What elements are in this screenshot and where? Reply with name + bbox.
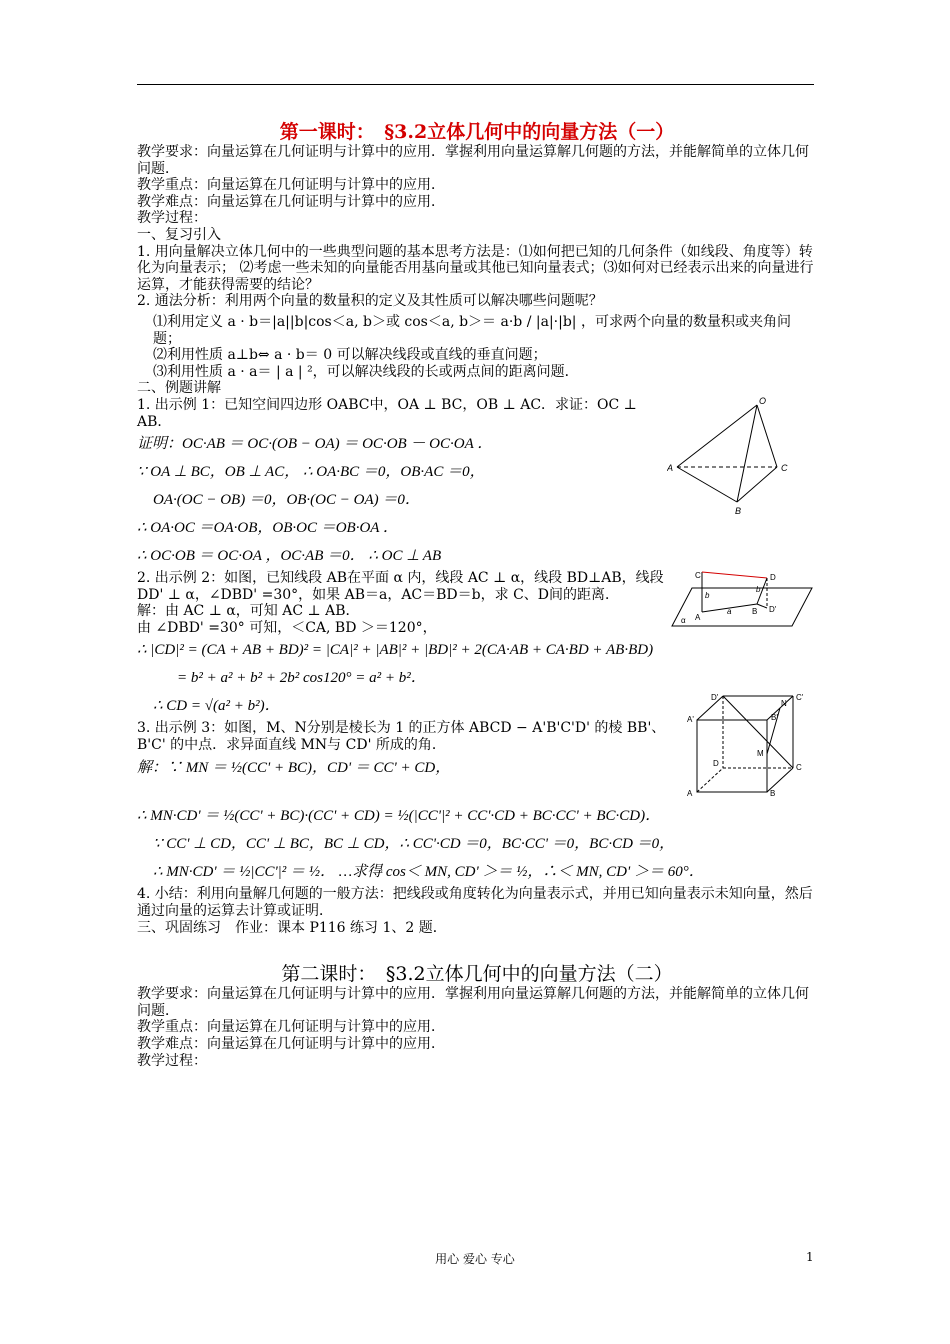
example-3-solution-1: 解：∵ MN ＝ ½(CC' + BC)，CD' ＝ CC' + CD， (137, 759, 451, 776)
example-2-statement: 2. 出示例 2：如图，已知线段 AB在平面 α 内，线段 AC ⊥ α，线段 BD⊥AB，线段 DD' ⊥ α，∠DBD' =30°，如果 AB＝a，AC＝BD＝b，求 C、D间的距离． (137, 570, 664, 603)
review-item-2: 2. 通法分析：利用两个向量的数量积的定义及其性质可以解决哪些问题呢？ (137, 293, 603, 310)
example-2-solution-3: ∴ |CD|² = (CA + AB + BD)² = |CA|² + |AB|² + |BD|² + 2(CA·AB + CA·BD + AB·BD) (137, 642, 654, 659)
example-3-solution-3: ∵ CC' ⊥ CD，CC' ⊥ BC，BC ⊥ CD，∴ CC'·CD ＝0，BC·CC' ＝0，BC·CD ＝0， (153, 836, 675, 853)
page-number: 1 (806, 1250, 814, 1264)
label-b2-1: b (705, 591, 710, 601)
summary-item-4: 4. 小结：利用向量解几何题的一般方法：把线段或角度转化为向量表示式，并用已知向量表示未知向量，然后通过向量的运算去计算或证明． (137, 886, 813, 920)
example-1-proof-line-4: ∴ OA·OC ＝OA·OB，OB·OC ＝OB·OA ． (137, 520, 398, 537)
label-b2-2: b (756, 585, 761, 595)
label-B3: B (770, 789, 776, 799)
label-Bp3: B' (771, 713, 778, 723)
label-M3: M (757, 749, 764, 759)
plane-figure (667, 570, 817, 630)
example-1-proof-line-1: 证明：OC·AB ＝ OC·(OB − OA) ＝ OC·OB － OC·OA ． (137, 436, 493, 453)
lesson2-title: 第二课时： §3.2立体几何中的向量方法（二） (281, 963, 673, 986)
example-3-solution-4: ∴ MN·CD' ＝ ½|CC'|² ＝ ½． …求得 cos＜ MN, CD' ＞＝ ½，∴＜ MN, CD' ＞＝ 60°． (153, 864, 704, 881)
example-2-block (137, 570, 817, 636)
label-C3: C (796, 763, 802, 773)
label-A: A (667, 462, 674, 473)
review-item-1: 1. 用向量解决立体几何中的一些典型问题的基本思考方法是：⑴如何把已知的几何条件（如线段、角度等）转化为向量表示； ⑵考虑一些未知的向量能否用基向量或其他已知向量表式；⑶如何对已经表示出来的向量进行运算，才能获得需要的结论？ (137, 243, 814, 293)
label-Dp2: D' (769, 605, 777, 615)
label-B: B (735, 505, 742, 516)
example-3-block (137, 692, 817, 802)
property-3: ⑶利用性质 a · a＝ | a | ²，可以解决线段的长或两点间的距离问题． (153, 363, 579, 380)
lesson2-key-points: 教学重点：向量运算在几何证明与计算中的应用． (137, 1019, 445, 1036)
label-Ap3: A' (687, 715, 694, 725)
label-B2: B (752, 607, 758, 617)
tetrahedron-figure (667, 397, 817, 527)
property-2: ⑵利用性质 a⊥b⇔ a · b＝ 0 可以解决线段或直线的垂直问题； (153, 347, 547, 364)
label-C: C (781, 462, 788, 473)
lesson2-difficulties: 教学难点：向量运算在几何证明与计算中的应用． (137, 1036, 445, 1053)
label-N3: N (781, 699, 787, 709)
lesson1-requirements: 教学要求：向量运算在几何证明与计算中的应用．掌握利用向量运算解几何题的方法，并能解简单的立体几何问题． (137, 144, 809, 177)
page-footer: 用心 爱心 专心 (435, 1252, 515, 1266)
example-1-proof-line-5: ∴ OC·OB ＝ OC·OA ，OC·AB ＝0． ∴ OC ⊥ AB (137, 548, 442, 565)
lesson2-requirements: 教学要求：向量运算在几何证明与计算中的应用．掌握利用向量运算解几何题的方法，并能解简单的立体几何问题． (137, 986, 809, 1019)
example-2-solution-4: = b² + a² + b² + 2b² cos120° = a² + b²． (177, 670, 426, 687)
lesson1-key-points: 教学重点：向量运算在几何证明与计算中的应用． (137, 177, 445, 194)
example-2-solution-5: ∴ CD = √(a² + b²)． (153, 698, 280, 715)
example-1-proof-line-3: OA·(OC − OB) ＝0，OB·(OC − OA) ＝0． (153, 492, 420, 509)
label-D3: D (713, 759, 719, 769)
example-2-solution-1: 解：由 AC ⊥ α，可知 AC ⊥ AB． (137, 603, 360, 620)
example-3-statement: 3. 出示例 3：如图，M、N分别是棱长为 1 的正方体 ABCD − A'B'C'D' 的棱 BB'、B'C' 的中点．求异面直线 MN与 CD' 所成的角． (137, 720, 666, 754)
section-practice: 三、巩固练习 作业：课本 P116 练习 1、2 题． (137, 919, 447, 936)
label-A2: A (695, 613, 701, 623)
lesson1-difficulties: 教学难点：向量运算在几何证明与计算中的应用． (137, 193, 445, 210)
label-a2: a (727, 607, 732, 617)
example-1-block (137, 397, 817, 570)
lesson2-process: 教学过程： (137, 1052, 207, 1069)
label-Dp3: D' (711, 693, 719, 703)
cube-figure (687, 692, 817, 802)
lesson1-title: 第一课时： §3.2立体几何中的向量方法（一） (279, 121, 675, 143)
example-2-solution-2: 由 ∠DBD' =30° 可知，＜CA, BD ＞＝120°， (137, 619, 437, 636)
label-A3: A (687, 789, 693, 799)
lesson1-process: 教学过程： (137, 210, 207, 227)
label-O: O (759, 396, 767, 406)
label-D2: D (770, 573, 776, 583)
document-body (137, 120, 817, 1069)
example-1-proof-line-2: ∵ OA ⊥ BC，OB ⊥ AC， ∴ OA·BC ＝0，OB·AC ＝0， (137, 464, 485, 481)
label-C2: C (695, 571, 701, 581)
property-1: ⑴利用定义 a · b＝|a||b|cos＜a, b＞或 cos＜a, b＞＝ a·b / |a|·|b| ，可求两个向量的数量积或夹角问题； (153, 313, 791, 347)
section-review: 一、复习引入 (137, 226, 221, 243)
label-alpha: α (681, 616, 686, 626)
header-rule (137, 84, 814, 85)
example-1-statement: 1. 出示例 1：已知空间四边形 OABC中，OA ⊥ BC，OB ⊥ AC．求证：OC ⊥ AB． (137, 396, 637, 430)
label-Cp3: C' (796, 693, 804, 703)
example-3-solution-2: ∴ MN·CD' ＝ ½(CC' + BC)·(CC' + CD) = ½(|CC'|² + CC'·CD + BC·CC' + BC·CD)． (137, 808, 661, 825)
section-examples: 二、例题讲解 (137, 380, 221, 397)
